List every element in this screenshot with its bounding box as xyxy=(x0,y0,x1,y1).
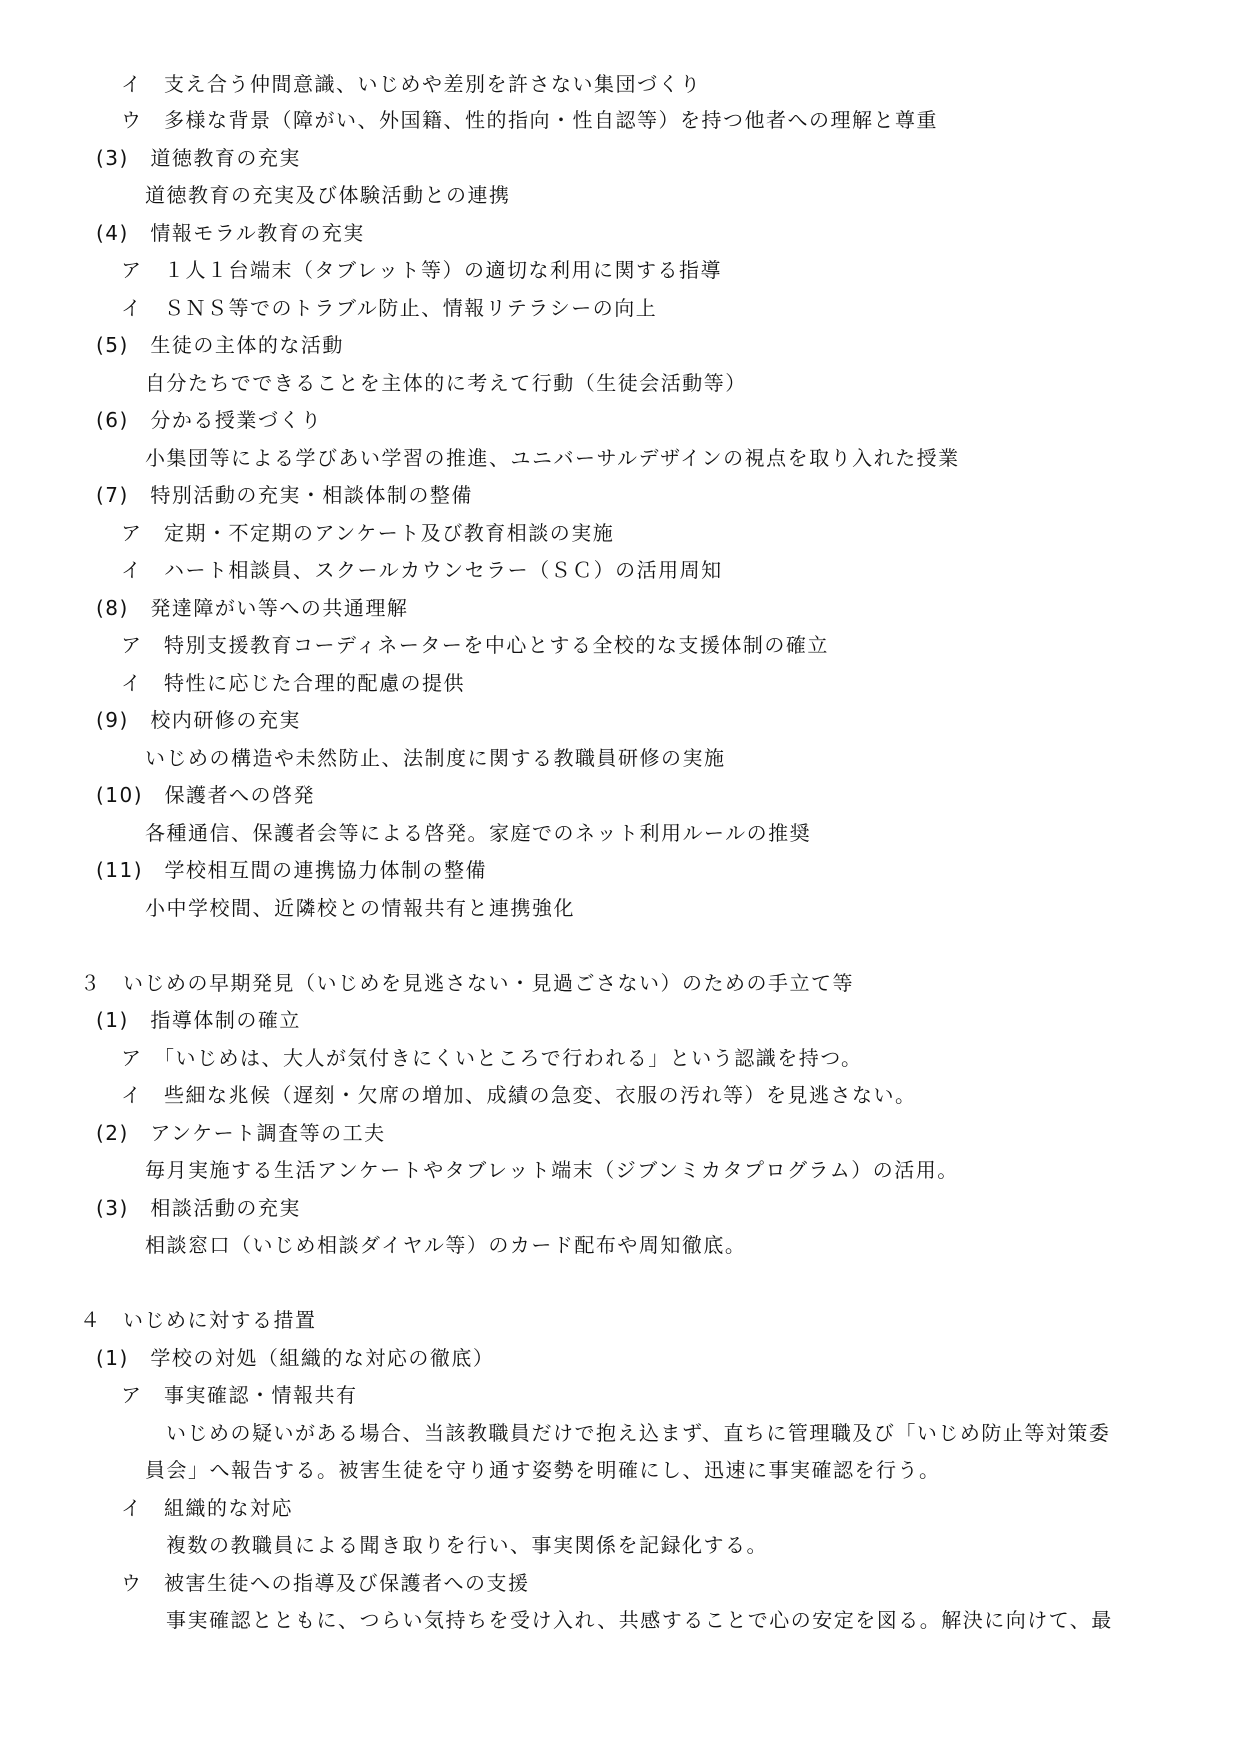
text-line: イ 支え合う仲間意識、いじめや差別を許さない集団づくり xyxy=(121,72,702,96)
section-heading: ３ いじめの早期発見（いじめを見逃さない・見過ごさない）のための手立て等 xyxy=(80,971,854,995)
heading-item: (3) 道徳教育の充実 xyxy=(96,146,301,170)
heading-item: (10) 保護者への啓発 xyxy=(96,783,316,807)
text-line: 各種通信、保護者会等による啓発。家庭でのネット利用ルールの推奨 xyxy=(145,821,812,845)
text-line: イ 特性に応じた合理的配慮の提供 xyxy=(121,671,465,695)
text-line: ア 定期・不定期のアンケート及び教育相談の実施 xyxy=(121,521,615,545)
text-line: ウ 多様な背景（障がい、外国籍、性的指向・性自認等）を持つ他者への理解と尊重 xyxy=(121,108,938,132)
text-line: イ 組織的な対応 xyxy=(121,1496,293,1520)
heading-item: (2) アンケート調査等の工夫 xyxy=(96,1121,386,1145)
text-line: 事実確認とともに、つらい気持ちを受け入れ、共感することで心の安定を図る。解決に向けて、最 xyxy=(166,1608,1113,1632)
text-line: 小中学校間、近隣校との情報共有と連携強化 xyxy=(145,896,575,920)
text-line: 員会」へ報告する。被害生徒を守り通す姿勢を明確にし、迅速に事実確認を行う。 xyxy=(145,1458,941,1482)
heading-item: (7) 特別活動の充実・相談体制の整備 xyxy=(96,483,473,507)
text-line: いじめの疑いがある場合、当該教職員だけで抱え込まず、直ちに管理職及び「いじめ防止等対策委 xyxy=(166,1421,1111,1445)
heading-item: (8) 発達障がい等への共通理解 xyxy=(96,596,409,620)
heading-item: (1) 指導体制の確立 xyxy=(96,1008,301,1032)
heading-item: (5) 生徒の主体的な活動 xyxy=(96,333,344,357)
text-line: 相談窓口（いじめ相談ダイヤル等）のカード配布や周知徹底。 xyxy=(145,1233,747,1257)
heading-item: (11) 学校相互間の連携協力体制の整備 xyxy=(96,858,488,882)
text-line: ア 特別支援教育コーディネーターを中心とする全校的な支援体制の確立 xyxy=(121,633,829,657)
text-line: 小集団等による学びあい学習の推進、ユニバーサルデザインの視点を取り入れた授業 xyxy=(145,446,960,470)
section-heading: ４ いじめに対する措置 xyxy=(80,1308,317,1332)
heading-item: (4) 情報モラル教育の充実 xyxy=(96,221,365,245)
text-line: いじめの構造や未然防止、法制度に関する教職員研修の実施 xyxy=(145,746,726,770)
heading-item: (1) 学校の対処（組織的な対応の徹底） xyxy=(96,1346,495,1370)
heading-item: (6) 分かる授業づくり xyxy=(96,408,323,432)
text-line: 自分たちでできることを主体的に考えて行動（生徒会活動等） xyxy=(145,371,747,395)
text-line: イ ＳＮＳ等でのトラブル防止、情報リテラシーの向上 xyxy=(121,296,658,320)
heading-item: (3) 相談活動の充実 xyxy=(96,1196,301,1220)
text-line: 道徳教育の充実及び体験活動との連携 xyxy=(145,183,511,207)
text-line: ア １人１台端末（タブレット等）の適切な利用に関する指導 xyxy=(121,258,722,282)
text-line: イ 些細な兆候（遅刻・欠席の増加、成績の急変、衣服の汚れ等）を見逃さない。 xyxy=(121,1083,917,1107)
text-line: イ ハート相談員、スクールカウンセラー（ＳＣ）の活用周知 xyxy=(121,558,723,582)
text-line: ア 事実確認・情報共有 xyxy=(121,1383,358,1407)
text-line: ア 「いじめは、大人が気付きにくいところで行われる」という認識を持つ。 xyxy=(121,1046,863,1070)
text-line: ウ 被害生徒への指導及び保護者への支援 xyxy=(121,1571,530,1595)
heading-item: (9) 校内研修の充実 xyxy=(96,708,301,732)
text-line: 複数の教職員による聞き取りを行い、事実関係を記録化する。 xyxy=(166,1533,768,1557)
text-line: 毎月実施する生活アンケートやタブレット端末（ジブンミカタプログラム）の活用。 xyxy=(145,1158,959,1182)
